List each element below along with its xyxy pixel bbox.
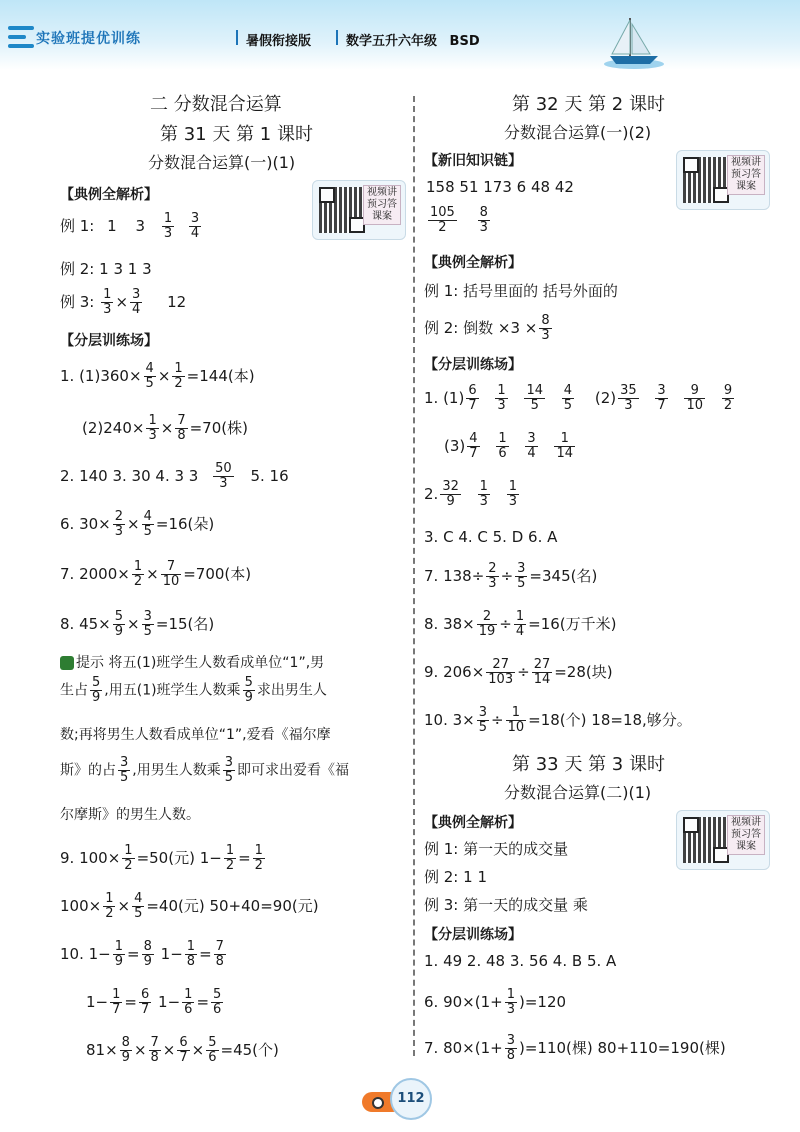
lesson-title: 分数混合运算(一)(1) xyxy=(148,153,296,172)
qr-code-icon xyxy=(319,187,365,233)
example-33-2: 例 2: 1 1 xyxy=(424,868,487,886)
answer-1-row-1: 1. (1) $\frac{6}{7}$ $\frac{1}{3}$ $\frac{14}{5}$ $\frac{4}{5}$ (2) $\frac{35}{3}$ $\frac{3}{7}$ $\frac{9}{10}$ $\frac{9}{2}$ xyxy=(424,383,733,413)
section-heading: 【分层训练场】 xyxy=(424,357,522,373)
section-heading: 【典例全解析】 xyxy=(424,255,522,271)
answers-33-1-5: 1. 49 2. 48 3. 56 4. B 5. A xyxy=(424,952,617,970)
series-title: 实验班提优训练 xyxy=(36,31,141,47)
answer-10-line-1: 10. 1− $\frac{1}{9}$ = $\frac{8}{9}$ 1− $\frac{1}{8}$ = $\frac{7}{8}$ xyxy=(60,939,224,969)
knowledge-line-1: 158 51 173 6 48 42 xyxy=(426,178,574,196)
answer-1-row-2: (3) $\frac{4}{7}$ $\frac{1}{6}$ $\frac{3}{4}$ $\frac{1}{14}$ xyxy=(444,431,573,461)
example-2: 例 2: 倒数 ×3 × $\frac{8}{3}$ xyxy=(424,313,550,343)
answer-33-7: 7. 80×(1+ $\frac{3}{8}$ )=110(棵) 80+110=190(棵) xyxy=(424,1033,726,1063)
divider-bar xyxy=(336,30,338,45)
section-heading: 【典例全解析】 xyxy=(60,187,158,203)
section-heading: 【新旧知识链】 xyxy=(424,153,522,169)
hint-line-5: 尔摩斯》的男生人数。 xyxy=(60,807,200,823)
lesson-title: 分数混合运算(一)(2) xyxy=(504,123,652,142)
lesson-title: 分数混合运算(二)(1) xyxy=(504,783,652,802)
section-heading: 【分层训练场】 xyxy=(60,333,158,349)
answer-1-1: 1. (1)360× $\frac{4}{5}$ × $\frac{1}{2}$ =144(本) xyxy=(60,361,255,391)
answer-10-line-2: 1− $\frac{1}{7}$ = $\frac{6}{7}$ 1− $\frac{1}{6}$ = $\frac{5}{6}$ xyxy=(86,987,222,1017)
answer-6: 6. 30× $\frac{2}{3}$ × $\frac{4}{5}$ =16(朵) xyxy=(60,509,215,539)
qr-code-icon xyxy=(683,817,729,863)
qr-label: 视频讲预习答课案 xyxy=(727,815,765,855)
page-header xyxy=(0,0,800,70)
page-number: 112 xyxy=(390,1078,432,1120)
qr-label: 视频讲预习答课案 xyxy=(363,185,401,225)
example-33-1: 例 1: 第一天的成交量 xyxy=(424,840,569,858)
example-1: 例 1: 1 3 $\frac{1}{3}$ $\frac{3}{4}$ xyxy=(60,211,200,241)
hint-line-1: 提示 将五(1)班学生人数看成单位“1”,男 xyxy=(60,652,324,672)
answer-9-line-2: 100× $\frac{1}{2}$ × $\frac{4}{5}$ =40(元) 50+40=90(元) xyxy=(60,891,319,921)
section-heading: 【典例全解析】 xyxy=(424,815,522,831)
answer-2: 2. $\frac{32}{9}$ $\frac{1}{3}$ $\frac{1}{3}$ xyxy=(424,479,517,509)
answer-7: 7. 138÷ $\frac{2}{3}$ ÷ $\frac{3}{5}$ =345(名) xyxy=(424,561,598,591)
hint-line-3: 数;再将男生人数看成单位“1”,爱看《福尔摩 xyxy=(60,727,331,743)
day-title: 第 32 天 第 2 课时 xyxy=(512,94,665,115)
answer-7: 7. 2000× $\frac{1}{2}$ × $\frac{7}{10}$ =700(本) xyxy=(60,559,252,589)
day-title: 第 33 天 第 3 课时 xyxy=(512,754,665,775)
answer-10-line-3: 81× $\frac{8}{9}$ × $\frac{7}{8}$ × $\frac{6}{7}$ × $\frac{5}{6}$ =45(个) xyxy=(86,1035,279,1065)
unit-title: 二 分数混合运算 xyxy=(150,94,282,115)
example-3: 例 3: $\frac{1}{3}$ × $\frac{3}{4}$ 12 xyxy=(60,287,187,317)
qr-code-icon xyxy=(683,157,729,203)
answer-1-2: (2)240× $\frac{1}{3}$ × $\frac{7}{8}$ =70(株) xyxy=(82,413,248,443)
series-logo-icon xyxy=(8,26,34,50)
answer-9-line-1: 9. 100× $\frac{1}{2}$ =50(元) 1− $\frac{1}{2}$ = $\frac{1}{2}$ xyxy=(60,843,263,873)
qr-code-card[interactable] xyxy=(312,180,406,240)
day-title: 第 31 天 第 1 课时 xyxy=(160,124,313,145)
answer-10: 10. 3× $\frac{3}{5}$ ÷ $\frac{1}{10}$ =18(个) 18=18,够分。 xyxy=(424,705,692,735)
answer-33-6: 6. 90×(1+ $\frac{1}{3}$ )=120 xyxy=(424,987,567,1017)
answers-3-6: 3. C 4. C 5. D 6. A xyxy=(424,528,558,546)
column-divider xyxy=(413,96,415,1056)
answer-8: 8. 45× $\frac{5}{9}$ × $\frac{3}{5}$ =15(名) xyxy=(60,609,215,639)
answer-8: 8. 38× $\frac{2}{19}$ ÷ $\frac{1}{4}$ =16(万千米) xyxy=(424,609,617,639)
hint-line-2: 生占 $\frac{5}{9}$ ,用五(1)班学生人数乘 $\frac{5}{9}$ 求出男生人 xyxy=(60,675,327,705)
divider-bar xyxy=(236,30,238,45)
answers-2-5: 2. 140 3. 30 4. 3 3 $\frac{50}{3}$ 5. 16 xyxy=(60,461,289,491)
qr-code-card[interactable] xyxy=(676,810,770,870)
qr-code-card[interactable] xyxy=(676,150,770,210)
hint-icon xyxy=(60,656,74,670)
section-heading: 【分层训练场】 xyxy=(424,927,522,943)
hint-line-4: 斯》的占 $\frac{3}{5}$ ,用男生人数乘 $\frac{3}{5}$ 即可求出爱看《福 xyxy=(60,755,350,785)
subject-label: 数学五升六年级 BSD xyxy=(346,34,480,49)
example-2: 例 2: 1 3 1 3 xyxy=(60,260,152,278)
answer-9: 9. 206× $\frac{27}{103}$ ÷ $\frac{27}{14}$ =28(块) xyxy=(424,657,613,687)
sailboat-icon xyxy=(600,14,664,70)
example-33-3: 例 3: 第一天的成交量 乘 xyxy=(424,896,588,914)
edition-label: 暑假衔接版 xyxy=(246,34,312,49)
qr-label: 视频讲预习答课案 xyxy=(727,155,765,195)
knowledge-line-2: $\frac{105}{2}$ $\frac{8}{3}$ xyxy=(430,205,488,235)
example-1: 例 1: 括号里面的 括号外面的 xyxy=(424,282,618,300)
